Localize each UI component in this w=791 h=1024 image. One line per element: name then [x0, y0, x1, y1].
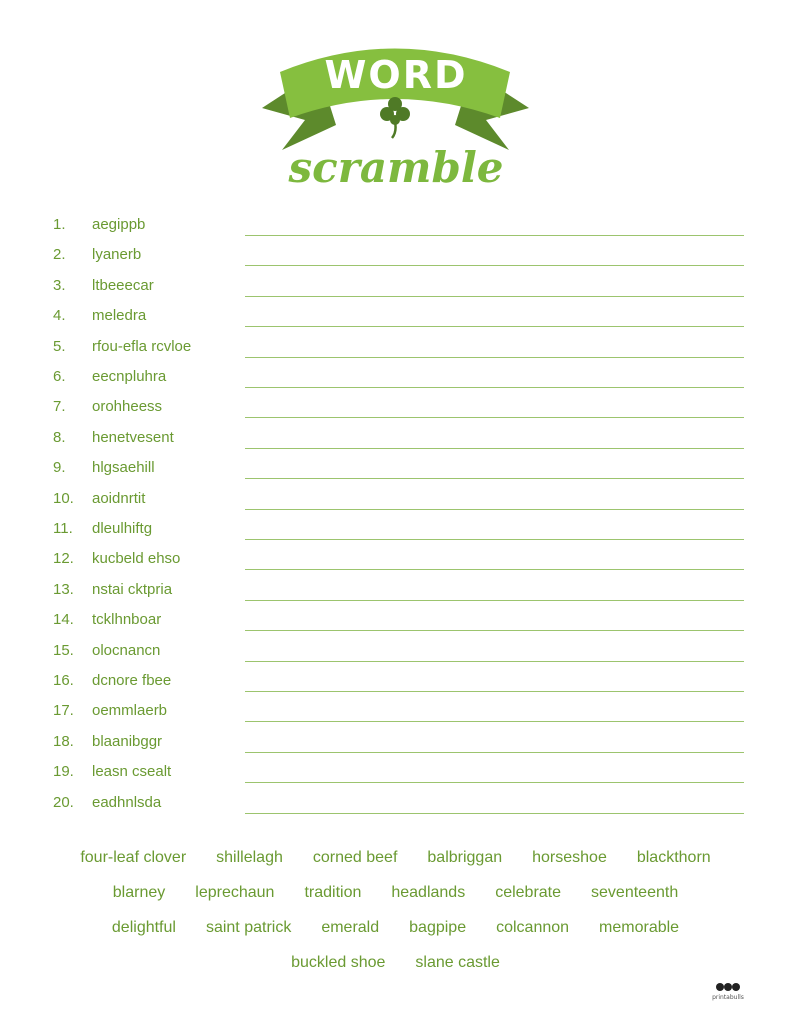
- puzzle-number: 8.: [53, 428, 66, 446]
- puzzle-number: 3.: [53, 276, 66, 294]
- word-bank-row: [40, 840, 751, 875]
- answer-line[interactable]: [245, 448, 744, 449]
- banner-title: WORD: [324, 53, 468, 97]
- puzzle-row: [0, 757, 791, 787]
- puzzle-row: [0, 210, 791, 240]
- word-bank-item: seventeenth: [591, 883, 679, 901]
- puzzle-row: [0, 332, 791, 362]
- answer-line[interactable]: [245, 235, 744, 236]
- scrambled-word: aegippb: [92, 216, 146, 233]
- puzzle-number: 18.: [53, 732, 74, 750]
- answer-line[interactable]: [245, 296, 744, 297]
- scrambled-word: eecnpluhra: [92, 368, 167, 385]
- scrambled-word: henetvesent: [92, 428, 174, 446]
- scrambled-word: ltbeeecar: [92, 276, 154, 294]
- word-bank-item: horseshoe: [532, 848, 607, 866]
- shamrock-icon: [380, 97, 410, 138]
- word-bank-item: bagpipe: [409, 918, 467, 936]
- scrambled-word: hlgsaehill: [92, 459, 155, 477]
- word-bank-item: slane castle: [415, 953, 500, 971]
- word-bank-item: buckled shoe: [291, 953, 386, 971]
- puzzle-row: [0, 301, 791, 331]
- word-bank-item: shillelagh: [216, 848, 283, 866]
- answer-line[interactable]: [245, 539, 744, 540]
- scrambled-word: meledra: [92, 307, 147, 325]
- word-bank: [40, 840, 751, 980]
- puzzle-row: [0, 605, 791, 635]
- word-bank-item: headlands: [391, 883, 466, 901]
- puzzle-row: [0, 514, 791, 544]
- brand-logo: [708, 980, 748, 1002]
- answer-line[interactable]: [245, 387, 744, 388]
- puzzle-number: 10.: [53, 489, 74, 507]
- puzzle-number: 5.: [53, 337, 66, 355]
- puzzle-row: [0, 453, 791, 483]
- scrambled-word: dcnore fbee: [92, 672, 172, 689]
- puzzle-row: [0, 636, 791, 666]
- word-bank-item: balbriggan: [427, 848, 503, 866]
- answer-line[interactable]: [245, 417, 744, 418]
- answer-line[interactable]: [245, 600, 744, 601]
- puzzle-row: [0, 575, 791, 605]
- word-bank-item: delightful: [111, 918, 176, 936]
- word-bank-item: colcannon: [496, 918, 570, 936]
- puzzle-row: [0, 696, 791, 726]
- answer-line[interactable]: [245, 661, 744, 662]
- answer-line[interactable]: [245, 509, 744, 510]
- answer-line[interactable]: [245, 569, 744, 570]
- puzzle-number: 13.: [53, 580, 74, 598]
- word-bank-item: blackthorn: [636, 848, 711, 866]
- puzzle-number: 20.: [53, 793, 74, 811]
- scrambled-word: kucbeld ehso: [92, 550, 181, 568]
- title-banner: [0, 0, 791, 200]
- word-bank-item: leprechaun: [195, 883, 275, 901]
- puzzle-number: 2.: [53, 246, 66, 264]
- scrambled-word: orohheess: [92, 398, 163, 416]
- brand-text: printabulls: [712, 994, 744, 1001]
- puzzle-row: [0, 666, 791, 696]
- word-bank-row: [40, 875, 751, 910]
- puzzle-row: [0, 788, 791, 818]
- puzzle-row: [0, 392, 791, 422]
- answer-line[interactable]: [245, 478, 744, 479]
- scrambled-word: tcklhnboar: [92, 611, 162, 629]
- answer-line[interactable]: [245, 357, 744, 358]
- puzzle-number: 1.: [53, 216, 66, 233]
- word-bank-item: tradition: [304, 883, 362, 901]
- scrambled-word: olocnancn: [92, 641, 161, 659]
- scrambled-word: lyanerb: [92, 246, 142, 264]
- answer-line[interactable]: [245, 326, 744, 327]
- scrambled-word: aoidnrtit: [92, 489, 146, 507]
- word-bank-item: celebrate: [495, 883, 562, 901]
- banner-subtitle: scramble: [288, 143, 504, 192]
- puzzle-row: [0, 484, 791, 514]
- puzzle-row: [0, 271, 791, 301]
- word-bank-item: memorable: [599, 918, 680, 936]
- puzzle-number: 4.: [53, 307, 66, 325]
- puzzle-number: 6.: [53, 368, 66, 385]
- answer-line[interactable]: [245, 691, 744, 692]
- scrambled-word: nstai cktpria: [92, 580, 173, 598]
- word-bank-item: blarney: [112, 883, 166, 901]
- answer-line[interactable]: [245, 752, 744, 753]
- word-bank-item: saint patrick: [205, 918, 292, 936]
- puzzle-row: [0, 362, 791, 392]
- answer-line[interactable]: [245, 813, 744, 814]
- puzzle-number: 16.: [53, 672, 74, 689]
- word-bank-item: emerald: [321, 918, 380, 936]
- word-bank-row: [40, 910, 751, 945]
- puzzle-number: 7.: [53, 398, 66, 416]
- scrambled-word: leasn csealt: [92, 763, 172, 781]
- puzzle-row: [0, 423, 791, 453]
- word-bank-item: corned beef: [312, 848, 398, 866]
- puzzle-row: [0, 727, 791, 757]
- scrambled-word: oemmlaerb: [92, 702, 168, 720]
- answer-line[interactable]: [245, 721, 744, 722]
- bulldog-logo-icon: [716, 983, 740, 991]
- answer-line[interactable]: [245, 630, 744, 631]
- scrambled-word: blaanibggr: [92, 732, 163, 750]
- puzzle-number: 9.: [53, 459, 66, 477]
- puzzle-number: 15.: [53, 641, 74, 659]
- answer-line[interactable]: [245, 782, 744, 783]
- scrambled-word: rfou-efla rcvloe: [92, 337, 192, 355]
- word-bank-row: [40, 945, 751, 980]
- puzzle-row: [0, 240, 791, 270]
- word-bank-item: four-leaf clover: [80, 848, 187, 866]
- puzzle-number: 11.: [53, 520, 73, 537]
- scrambled-word: dleulhiftg: [92, 520, 153, 537]
- puzzle-row: [0, 544, 791, 574]
- puzzle-number: 19.: [53, 763, 74, 781]
- answer-line[interactable]: [245, 265, 744, 266]
- puzzle-number: 14.: [53, 611, 74, 629]
- puzzle-number: 17.: [53, 702, 74, 720]
- scrambled-word: eadhnlsda: [92, 793, 162, 811]
- puzzle-number: 12.: [53, 550, 74, 568]
